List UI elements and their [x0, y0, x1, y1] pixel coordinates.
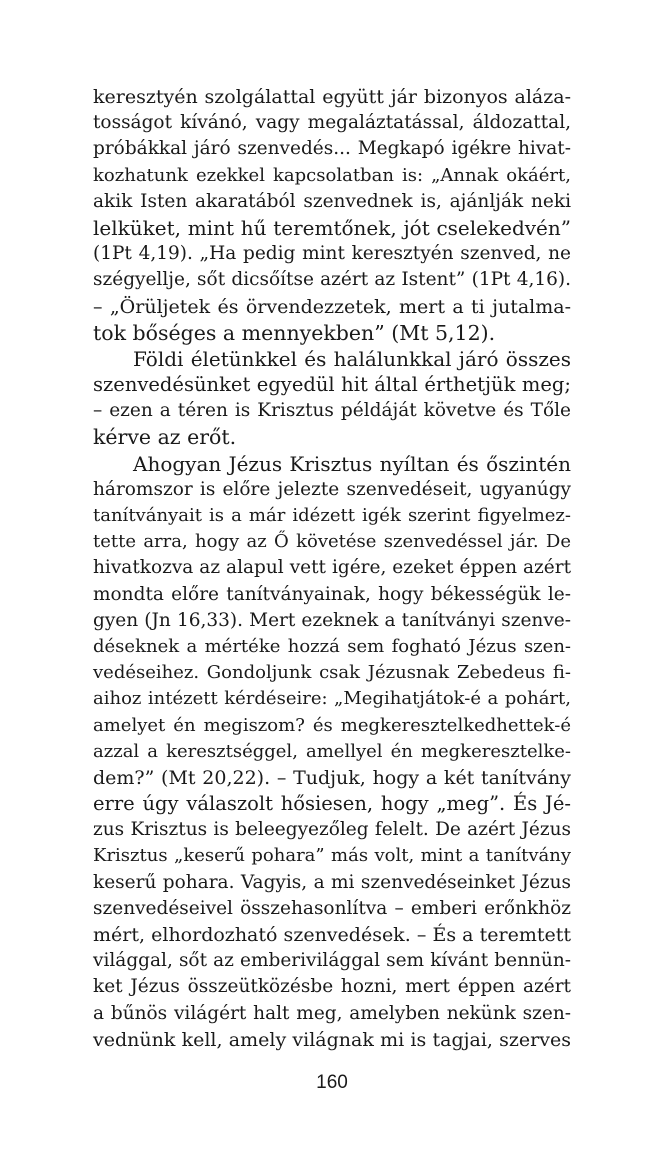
text-line: hivatkozva az alapul vett igére, ezeket éppen azért — [93, 557, 571, 579]
text-line: tosságot kívánó, vagy megaláztatással, áldozattal, — [93, 112, 571, 134]
text-line: zus Krisztus is beleegyezőleg felelt. De azért Jézus — [93, 819, 571, 841]
body-text — [93, 84, 571, 1053]
text-line: a bűnös világért halt meg, amelyben nekünk szen- — [93, 1002, 571, 1024]
text-line: lelküket, mint hű teremtőnek, jót cselekedvén” — [93, 215, 571, 240]
text-line: keserű pohara. Vagyis, a mi szenvedéseinket Jézus — [93, 871, 571, 893]
text-line: vedéseihez. Gondoljunk csak Jézusnak Zebedeus fi- — [93, 662, 571, 684]
text-line: – ezen a téren is Krisztus példáját követve és Tőle — [93, 400, 571, 422]
text-line: szégyellje, sőt dicsőítse azért az Istent” (1Pt 4,16). — [93, 269, 571, 291]
text-line: amelyet én megiszom? és megkeresztelkedhettek-é — [93, 714, 571, 736]
text-line: (1Pt 4,19). „Ha pedig mint keresztyén szenved, ne — [93, 243, 571, 265]
text-line: tanítványait is a már idézett igék szerint figyelmez- — [93, 505, 571, 526]
text-line: – „Örüljetek és örvendezzetek, mert a ti jutalma- — [93, 295, 571, 318]
text-line: háromszor is előre jelezte szenvedéseit, ugyanúgy — [93, 478, 571, 500]
text-line: keresztyén szolgálattal együtt jár bizonyos aláza- — [93, 86, 571, 108]
text-line: ket Jézus összeütközésbe hozni, mert éppen azért — [93, 976, 571, 998]
text-line: gyen (Jn 16,33). Mert ezeknek a tanítványi szenve- — [93, 609, 571, 631]
text-line: dem?” (Mt 20,22). – Tudjuk, hogy a két tanítvány — [93, 766, 571, 789]
text-line: vednünk kell, amely világnak mi is tagjai, szerves — [93, 1028, 571, 1051]
text-line: kérve az erőt. — [93, 425, 237, 450]
text-line: mondta előre tanítványainak, hogy békességük le- — [93, 583, 571, 605]
text-line: aihoz intézett kérdéseire: „Megihatjátok-é a pohárt, — [93, 688, 571, 710]
text-line: próbákkal járó szenvedés... Megkapó igékre hivat- — [93, 138, 571, 160]
text-line: Krisztus „keserű pohara” más volt, mint a tanítvány — [93, 845, 571, 867]
text-line: szenvedéseivel összehasonlítva – emberi erőnkhöz — [93, 897, 571, 919]
paragraph-first-line: Ahogyan Jézus Krisztus nyíltan és őszintén — [133, 451, 571, 476]
text-line: azzal a keresztséggel, amellyel én megkeresztelke- — [93, 740, 571, 762]
text-line: tok bőséges a mennyekben” (Mt 5,12). — [93, 320, 496, 345]
text-line: erre úgy válaszolt hősiesen, hogy „meg”. És Jé- — [93, 792, 571, 816]
text-line: kozhatunk ezekkel kapcsolatban is: „Annak okáért, — [93, 164, 571, 186]
text-line: akik Isten akaratából szenvednek is, ajánlják neki — [93, 190, 571, 212]
paragraph-first-line: Földi életünkkel és halálunkkal járó összes — [133, 346, 571, 371]
text-line: tette arra, hogy az Ő követése szenvedéssel jár. De — [93, 531, 571, 553]
page-number: 160 — [316, 1072, 348, 1093]
text-line: mért, elhordozható szenvedések. – És a teremtett — [93, 924, 571, 946]
text-line: déseknek a mértéke hozzá sem fogható Jézus szen- — [93, 635, 571, 657]
text-line: világgal, sőt az emberivilággal sem kívánt bennün- — [93, 950, 571, 972]
text-line: szenvedésünket egyedül hit által érthetjük meg; — [93, 373, 571, 397]
